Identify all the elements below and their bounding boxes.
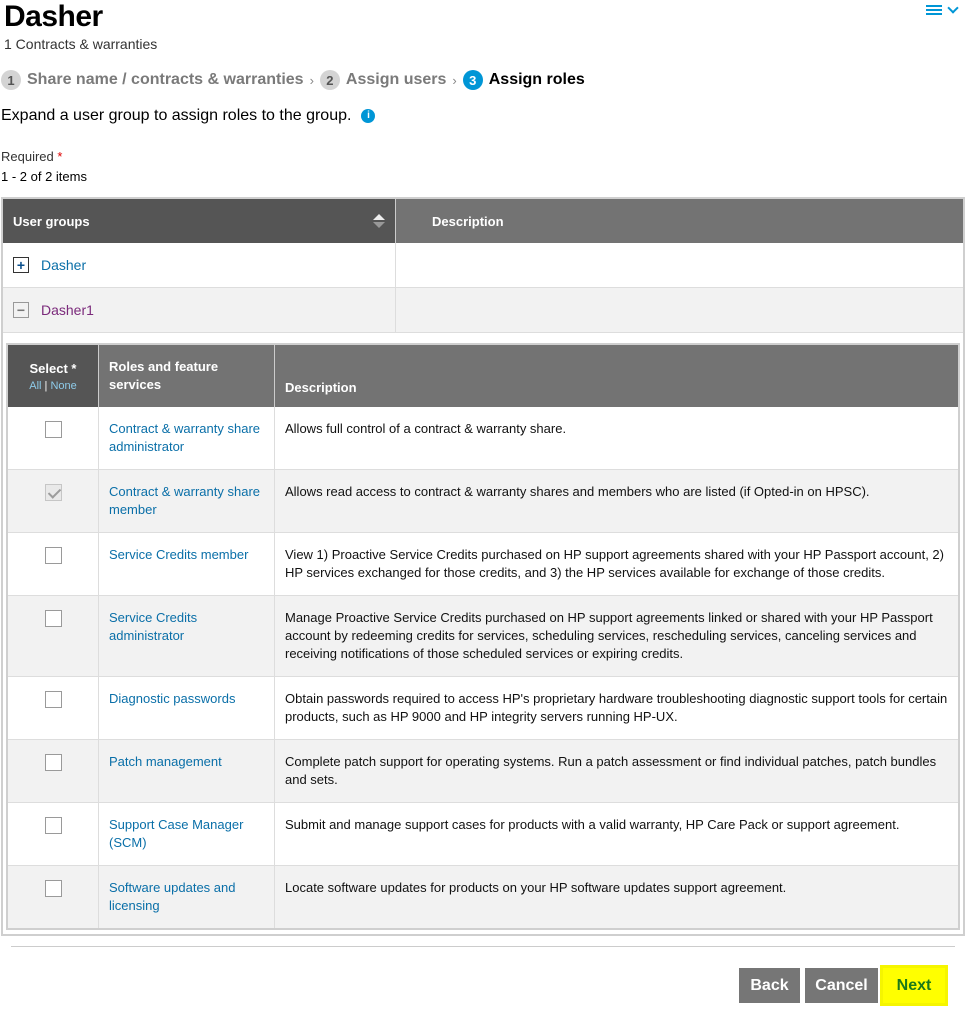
select-cell: [8, 533, 99, 595]
table-row: [8, 677, 958, 740]
role-description: Locate software updates for products on your HP software updates support agreement.: [285, 880, 787, 895]
select-links: [29, 380, 77, 392]
intro-text-row: [1, 107, 375, 125]
role-name[interactable]: Contract & warranty share member: [99, 470, 275, 532]
step-assign-roles: [463, 70, 585, 90]
roles-table: [6, 343, 960, 930]
column-header-roles: [99, 345, 275, 407]
group-description-cell: [396, 243, 963, 287]
role-name[interactable]: Software updates and licensing: [99, 866, 275, 928]
column-header-select: [8, 345, 99, 407]
role-name[interactable]: Patch management: [99, 740, 275, 802]
group-row-dasher1: [3, 288, 963, 333]
role-checkbox-checked: [45, 484, 62, 501]
column-label: Roles and feature services: [109, 359, 219, 392]
select-separator: |: [44, 379, 48, 392]
column-label: Select *: [29, 360, 77, 376]
page-subtitle: 1 Contracts & warranties: [4, 36, 158, 52]
select-all-link[interactable]: All: [29, 379, 42, 392]
column-label: Description: [432, 213, 504, 229]
role-name[interactable]: Service Credits member: [99, 533, 275, 595]
back-button[interactable]: Back: [739, 968, 800, 1003]
role-name[interactable]: Contract & warranty share administrator: [99, 407, 275, 469]
info-icon[interactable]: i: [361, 109, 375, 123]
group-cell: [3, 288, 396, 332]
table-header: [3, 199, 963, 243]
group-row-dasher: [3, 243, 963, 288]
page-title: Dasher: [4, 0, 103, 33]
intro-text: Expand a user group to assign roles to the group.: [1, 107, 352, 124]
table-row: [8, 803, 958, 866]
role-name[interactable]: Support Case Manager (SCM): [99, 803, 275, 865]
group-description-cell: [396, 288, 963, 332]
role-checkbox[interactable]: [45, 421, 62, 438]
step-share-name[interactable]: [1, 70, 304, 90]
required-marker: *: [57, 149, 63, 164]
column-label: User groups: [13, 213, 90, 229]
role-description: Submit and manage support cases for products with a valid warranty, HP Care Pack or support agreement.: [285, 817, 900, 832]
role-checkbox[interactable]: [45, 754, 62, 771]
expand-icon[interactable]: +: [13, 257, 29, 273]
role-checkbox[interactable]: [45, 691, 62, 708]
select-cell: [8, 470, 99, 532]
required-note: [1, 149, 62, 164]
select-cell: [8, 407, 99, 469]
role-description: Allows full control of a contract & warranty share.: [285, 421, 567, 436]
roles-table-header: [8, 345, 958, 407]
wizard-steps: [1, 70, 585, 90]
column-header-description: [275, 345, 958, 407]
select-none-link[interactable]: None: [50, 379, 77, 392]
group-link[interactable]: Dasher1: [41, 302, 94, 318]
step-number: 3: [463, 70, 483, 90]
sort-icon[interactable]: [373, 214, 385, 228]
column-header-description: [396, 199, 963, 243]
table-row: [8, 533, 958, 596]
step-separator: ›: [452, 72, 457, 88]
user-groups-table: [1, 197, 965, 936]
role-description: Complete patch support for operating systems. Run a patch assessment or find individual patches, patch bundles and sets.: [285, 754, 937, 787]
select-cell: [8, 866, 99, 928]
table-row: [8, 470, 958, 533]
required-label: Required: [1, 149, 54, 164]
table-row: [8, 407, 958, 470]
hamburger-icon: [926, 4, 942, 16]
group-cell: [3, 243, 396, 287]
item-count: 1 - 2 of 2 items: [1, 169, 87, 184]
role-name[interactable]: Service Credits administrator: [99, 596, 275, 676]
role-name[interactable]: Diagnostic passwords: [99, 677, 275, 739]
role-description: Manage Proactive Service Credits purchased on HP support agreements linked or shared with your HP Passport account by redeeming credits for services, scheduling services, rescheduling services, canceling services and receiving notifications of those scheduled services or expiring credits.: [285, 610, 933, 661]
next-button[interactable]: Next: [883, 968, 945, 1003]
step-label: Assign users: [345, 71, 447, 88]
select-cell: [8, 803, 99, 865]
collapse-icon[interactable]: −: [13, 302, 29, 318]
divider: [11, 946, 955, 947]
group-link[interactable]: Dasher: [41, 257, 87, 273]
role-checkbox[interactable]: [45, 610, 62, 627]
select-cell: [8, 740, 99, 802]
role-checkbox[interactable]: [45, 880, 62, 897]
step-number: 1: [1, 70, 21, 90]
role-description: Obtain passwords required to access HP's proprietary hardware troubleshooting diagnostic support tools for certain products, such as HP 9000 and HP integrity servers running HP-UX.: [285, 691, 948, 724]
step-number: 2: [320, 70, 340, 90]
column-header-user-groups[interactable]: [3, 199, 396, 243]
step-separator: ›: [309, 72, 314, 88]
role-checkbox[interactable]: [45, 817, 62, 834]
column-label: Description: [285, 380, 357, 395]
table-row: [8, 596, 958, 677]
chevron-down-icon: [947, 2, 958, 13]
role-checkbox[interactable]: [45, 547, 62, 564]
step-label: Share name / contracts & warranties: [27, 71, 304, 88]
step-assign-users[interactable]: [320, 70, 446, 90]
table-row: [8, 740, 958, 803]
step-label: Assign roles: [488, 71, 585, 88]
select-cell: [8, 677, 99, 739]
cancel-button[interactable]: Cancel: [805, 968, 878, 1003]
select-cell: [8, 596, 99, 676]
role-description: Allows read access to contract & warranty shares and members who are listed (if Opted-in on HPSC).: [285, 484, 870, 499]
roles-panel: [3, 333, 963, 934]
table-row: [8, 866, 958, 928]
role-description: View 1) Proactive Service Credits purchased on HP support agreements shared with your HP Passport account, 2) HP services exchanged for those credits, and 3) the HP services available for exchange of those credits.: [285, 547, 944, 580]
menu-toggle[interactable]: [926, 4, 957, 16]
